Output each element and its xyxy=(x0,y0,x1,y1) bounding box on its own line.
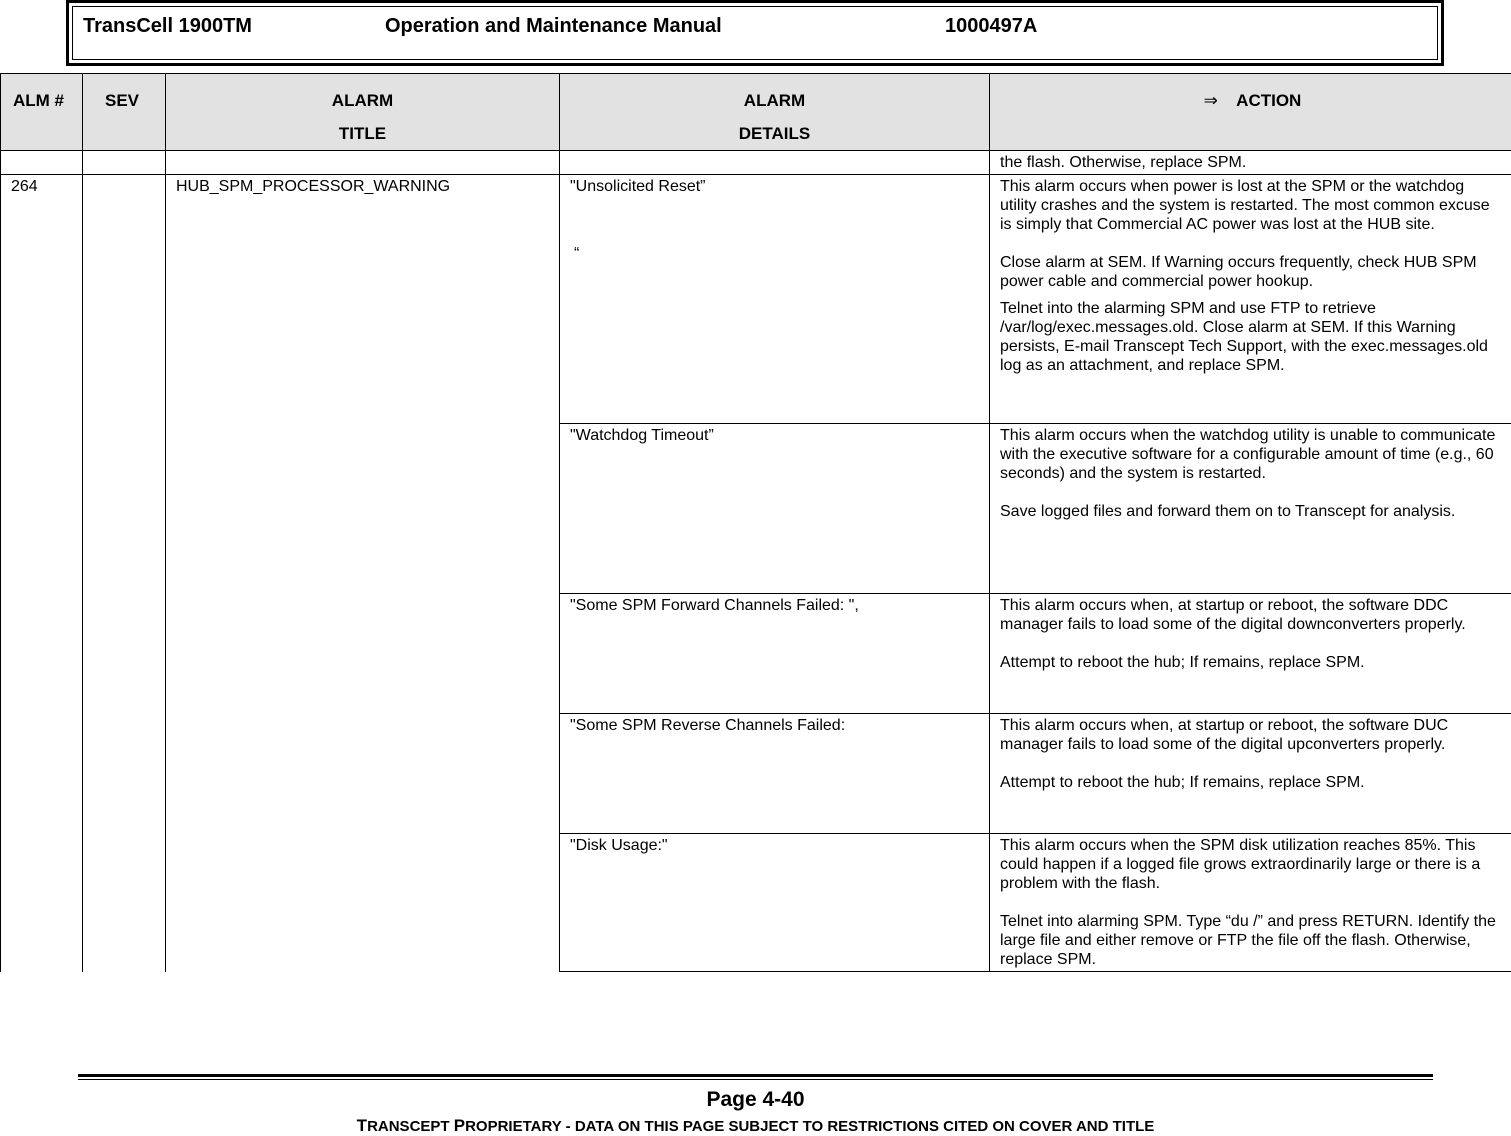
continuation-row xyxy=(1,151,1511,175)
continuation-cell-empty xyxy=(166,151,560,175)
alarm-detail-extra: “ xyxy=(570,244,979,263)
document-number: 1000497A xyxy=(945,15,1037,38)
continuation-cell-empty xyxy=(560,151,990,175)
proprietary-word: RANSCEPT xyxy=(367,1118,450,1135)
alarm-detail: "Disk Usage:" xyxy=(560,834,990,972)
proprietary-text: - DATA ON THIS PAGE SUBJECT TO RESTRICTIONS CITED ON COVER AND TITLE xyxy=(562,1118,1155,1135)
alarm-title: HUB_SPM_PROCESSOR_WARNING xyxy=(166,175,560,972)
continuation-cell-empty xyxy=(1,151,83,175)
header-action-label: ACTION xyxy=(1236,91,1301,110)
table-row xyxy=(1,175,1511,424)
alarm-detail: "Watchdog Timeout” xyxy=(560,424,990,594)
footer-divider-thin xyxy=(78,1079,1433,1080)
manual-title: Operation and Maintenance Manual xyxy=(385,15,722,38)
proprietary-word: ROPRIETARY xyxy=(465,1118,561,1135)
alarm-detail: "Some SPM Forward Channels Failed: ", xyxy=(560,594,990,714)
footer-divider xyxy=(78,1074,1433,1077)
alarm-action xyxy=(990,424,1511,594)
action-paragraph: Close alarm at SEM. If Warning occurs frequently, check HUB SPM power cable and commercial power hookup. xyxy=(1000,253,1501,291)
alarm-action xyxy=(990,594,1511,714)
alarm-severity xyxy=(83,175,166,972)
alarm-detail xyxy=(560,175,990,424)
alarm-action xyxy=(990,834,1511,972)
header-alarm-details xyxy=(560,74,990,151)
action-paragraph: Telnet into alarming SPM. Type “du /” and press RETURN. Identify the large file and either remove or FTP the file off the flash. Otherwise, replace SPM. xyxy=(1000,912,1501,969)
header-alarm-title-line1: ALARM xyxy=(172,84,553,117)
action-paragraph: Attempt to reboot the hub; If remains, replace SPM. xyxy=(1000,773,1501,792)
right-arrow-icon: ⇒ xyxy=(1204,91,1218,110)
alarm-table xyxy=(0,73,1511,972)
alarm-detail: "Some SPM Reverse Channels Failed: xyxy=(560,714,990,834)
table-header-row xyxy=(1,74,1511,151)
header-action xyxy=(990,74,1511,151)
proprietary-initial: T xyxy=(357,1116,367,1135)
action-paragraph: Telnet into the alarming SPM and use FTP to retrieve /var/log/exec.messages.old. Close alarm at SEM. If this Warning persists, E-mail Transcept Tech Support, with the exec.messages.old log as an attachment, and replace SPM. xyxy=(1000,299,1501,375)
action-paragraph: Save logged files and forward them on to Transcept for analysis. xyxy=(1000,502,1501,521)
continuation-cell-empty xyxy=(83,151,166,175)
document-header-inner-border xyxy=(72,6,1438,60)
proprietary-notice xyxy=(0,1116,1511,1136)
action-paragraph: Attempt to reboot the hub; If remains, replace SPM. xyxy=(1000,653,1501,672)
header-alarm-title xyxy=(166,74,560,151)
action-paragraph: This alarm occurs when the watchdog utility is unable to communicate with the executive software for a configurable amount of time (e.g., 60 seconds) and the system is restarted. xyxy=(1000,426,1501,483)
product-name: TransCell 1900TM xyxy=(83,15,252,38)
document-header xyxy=(66,0,1444,66)
action-paragraph: This alarm occurs when, at startup or reboot, the software DDC manager fails to load some of the digital downconverters properly. xyxy=(1000,596,1501,634)
header-alarm-details-line1: ALARM xyxy=(566,84,983,117)
proprietary-initial: P xyxy=(454,1116,465,1135)
alarm-action xyxy=(990,714,1511,834)
header-alm-number: ALM # xyxy=(1,74,83,151)
header-alarm-title-line2: TITLE xyxy=(172,117,553,150)
header-severity: SEV xyxy=(83,74,166,151)
action-paragraph: This alarm occurs when the SPM disk utilization reaches 85%. This could happen if a logged file grows extraordinarily large or there is a problem with the flash. xyxy=(1000,836,1501,893)
alarm-number: 264 xyxy=(1,175,83,972)
page-number: Page 4-40 xyxy=(0,1088,1511,1112)
alarm-action xyxy=(990,175,1511,424)
continuation-action: the flash. Otherwise, replace SPM. xyxy=(990,151,1511,175)
action-paragraph: This alarm occurs when power is lost at the SPM or the watchdog utility crashes and the system is restarted. The most common excuse is simply that Commercial AC power was lost at the HUB site. xyxy=(1000,177,1501,234)
alarm-detail-text: "Unsolicited Reset” xyxy=(570,177,979,196)
header-alarm-details-line2: DETAILS xyxy=(566,117,983,150)
action-paragraph: This alarm occurs when, at startup or reboot, the software DUC manager fails to load some of the digital upconverters properly. xyxy=(1000,716,1501,754)
